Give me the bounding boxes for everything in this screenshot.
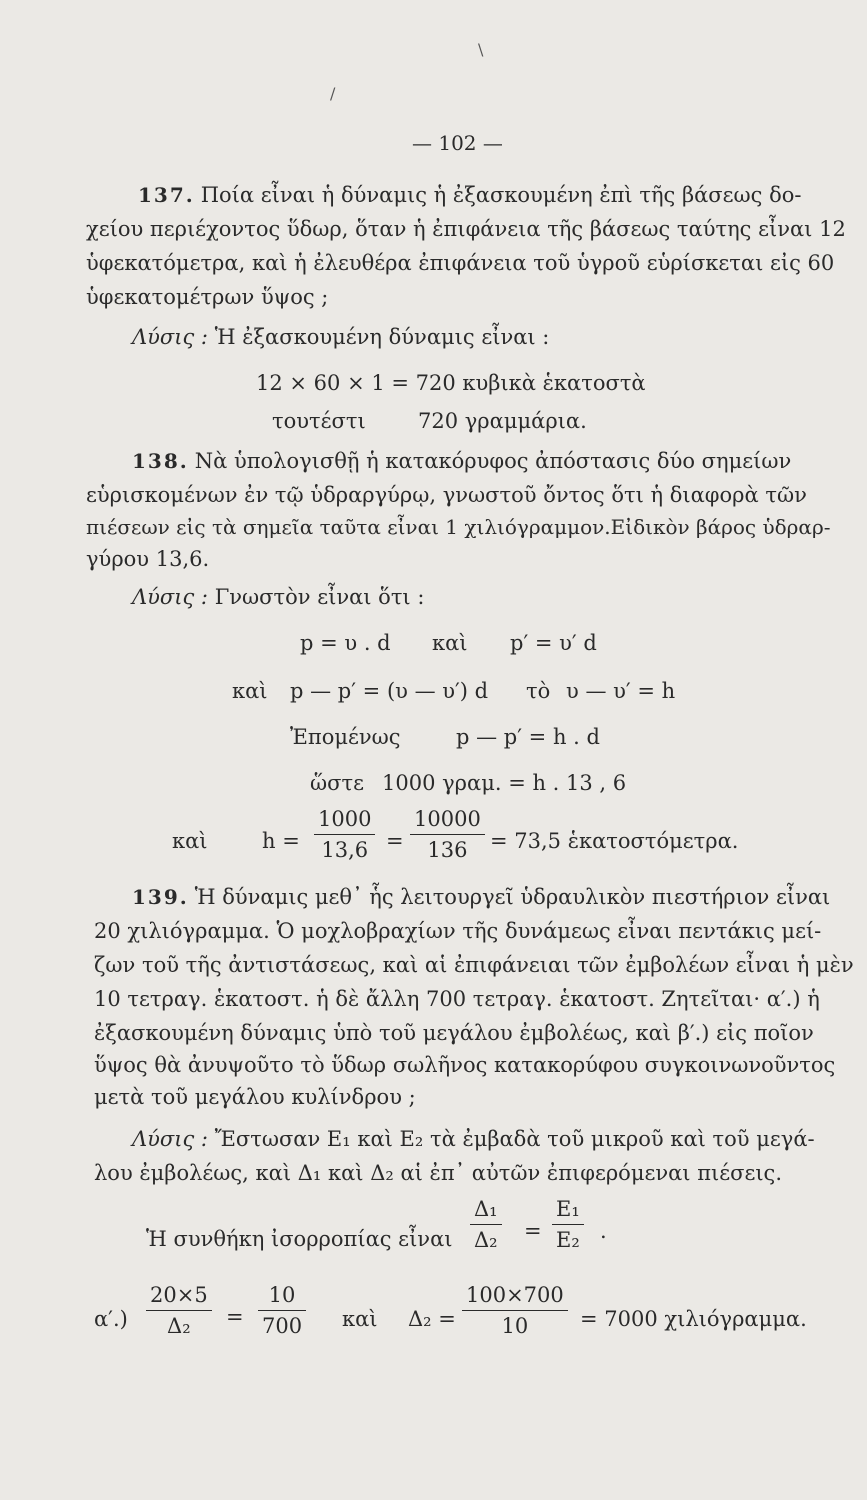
equation: h = — [262, 829, 300, 853]
equation: 12 ⨯ 60 ⨯ 1 = 720 κυβικὰ ἑκατοστὰ — [256, 371, 646, 395]
problem-137-line-2: χείου περιέχοντος ὕδωρ, ὅταν ἡ ἐπιφάνεια τῆς βάσεως ταύτης εἶναι 12 — [86, 217, 846, 241]
equation-word: καὶ — [432, 631, 468, 655]
fraction — [258, 1282, 306, 1339]
solution-text: Ἡ ἐξασκουμένη δύναμις εἶναι : — [214, 325, 550, 349]
equation-word: καὶ — [232, 679, 268, 703]
problem-139-line-2: 20 χιλιόγραμμα. Ὁ μοχλοβραχίων τῆς δυνάμεως εἶναι πεντάκις μεί- — [94, 919, 822, 943]
solution-text: Ἔστωσαν E₁ καὶ E₂ τὰ ἐμβαδὰ τοῦ μικροῦ καὶ τοῦ μεγά- — [214, 1127, 815, 1151]
page-number: — 102 — — [412, 131, 503, 155]
problem-139-line-5: ἐξασκουμένη δύναμις ὑπὸ τοῦ μεγάλου ἐμβολέως, καὶ β′.) εἰς ποῖον — [94, 1021, 814, 1045]
problem-139-line-7: μετὰ τοῦ μεγάλου κυλίνδρου ; — [94, 1085, 416, 1109]
part-label: α′.) — [94, 1307, 128, 1331]
problem-number: 139. — [132, 885, 189, 909]
equation: p′ = υ′ d — [510, 631, 597, 655]
equation-word: καὶ — [172, 829, 208, 853]
fraction-denominator: Δ₂ — [474, 1228, 498, 1252]
equation: = — [386, 829, 404, 853]
solution-137 — [132, 320, 549, 354]
problem-137-line-1: 137. Ποία εἶναι ἡ δύναμις ἡ ἐξασκουμένη ἐπὶ τῆς βάσεως δο- — [138, 183, 802, 207]
problem-139-line-6: ὕψος θὰ ἀνυψοῦτο τὸ ὕδωρ σωλῆνος κατακορύφου συγκοινωνοῦντος — [94, 1053, 836, 1077]
solution-139-line-2: λου ἐμβολέως, καὶ Δ₁ καὶ Δ₂ αἱ ἐπ᾽ αὐτῶν ἐπιφερόμεναι πιέσεις. — [94, 1161, 782, 1185]
scan-mark: \ — [478, 40, 484, 59]
solution-138 — [132, 580, 424, 614]
equation-label: Ἡ συνθήκη ἰσορροπίας εἶναι — [146, 1227, 453, 1251]
fraction — [552, 1196, 584, 1253]
fraction-numerator: E₁ — [556, 1197, 580, 1221]
equation: p — p′ = (υ — υ′) d — [290, 679, 489, 703]
equation: 1000 γραμ. = h . 13 , 6 — [382, 771, 627, 795]
fraction-denominator: 700 — [262, 1314, 303, 1338]
problem-number: 137. — [138, 183, 195, 207]
equation: = 73,5 ἑκατοστόμετρα. — [490, 829, 739, 853]
fraction-numerator: 10000 — [414, 807, 481, 831]
solution-text: Γνωστὸν εἶναι ὅτι : — [214, 585, 425, 609]
problem-139-line-4: 10 τετραγ. ἑκατοστ. ἡ δὲ ἄλλη 700 τετραγ. ἑκατοστ. Ζητεῖται· α′.) ἡ — [94, 987, 820, 1011]
fraction-denominator: Δ₂ — [167, 1314, 191, 1338]
fraction-denominator: E₂ — [556, 1228, 580, 1252]
equation-label: Ἐπομένως — [290, 725, 401, 749]
equation-word: καὶ — [342, 1307, 378, 1331]
equation: = — [226, 1305, 244, 1329]
fraction — [314, 806, 375, 863]
equation: = — [524, 1219, 542, 1243]
equation: p = υ . d — [300, 631, 391, 655]
equation: 720 γραμμάρια. — [418, 409, 587, 433]
problem-139-line-1: 139. Ἡ δύναμις μεθ᾽ ἧς λειτουργεῖ ὑδραυλικὸν πιεστήριον εἶναι — [132, 885, 831, 909]
equation: = 7000 χιλιόγραμμα. — [580, 1307, 807, 1331]
fraction-denominator: 10 — [501, 1314, 529, 1338]
equation-word: τὸ — [526, 679, 551, 703]
fraction-numerator: Δ₁ — [474, 1197, 498, 1221]
fraction-numerator: 10 — [268, 1283, 296, 1307]
fraction — [462, 1282, 568, 1339]
fraction-denominator: 13,6 — [321, 838, 369, 862]
solution-label: Λύσις : — [132, 1127, 209, 1151]
problem-137-line-3: ὑφεκατόμετρα, καὶ ἡ ἐλευθέρα ἐπιφάνεια τοῦ ὑγροῦ εὑρίσκεται εἰς 60 — [86, 251, 835, 275]
fraction — [146, 1282, 212, 1339]
equation: . — [600, 1219, 607, 1243]
solution-label: Λύσις : — [132, 325, 209, 349]
fraction-numerator: 20⨯5 — [150, 1283, 208, 1307]
solution-139 — [132, 1122, 815, 1156]
problem-number: 138. — [132, 449, 189, 473]
fraction-numerator: 100⨯700 — [466, 1283, 564, 1307]
problem-139-line-3: ζων τοῦ τῆς ἀντιστάσεως, καὶ αἱ ἐπιφάνειαι τῶν ἐμβολέων εἶναι ἡ μὲν — [94, 953, 854, 977]
solution-label: Λύσις : — [132, 585, 209, 609]
fraction — [470, 1196, 502, 1253]
equation-label: ὥστε — [310, 771, 364, 795]
problem-138-line-1: 138. Νὰ ὑπολογισθῇ ἡ κατακόρυφος ἀπόστασις δύο σημείων — [132, 449, 792, 473]
problem-138-line-2: εὑρισκομένων ἐν τῷ ὑδραργύρῳ, γνωστοῦ ὄντος ὅτι ἡ διαφορὰ τῶν — [86, 483, 807, 507]
problem-137-line-4: ὑφεκατομέτρων ὕψος ; — [86, 285, 329, 309]
equation-label: τουτέστι — [272, 409, 366, 433]
fraction-numerator: 1000 — [318, 807, 372, 831]
problem-138-line-4: γύρου 13,6. — [86, 547, 210, 571]
scan-mark: / — [330, 84, 336, 103]
equation: Δ₂ = — [408, 1307, 456, 1331]
equation: υ — υ′ = h — [566, 679, 676, 703]
problem-138-line-3: πιέσεων εἰς τὰ σημεῖα ταῦτα εἶναι 1 χιλιόγραμμον.Εἰδικὸν βάρος ὑδραρ- — [86, 515, 831, 539]
equation: p — p′ = h . d — [456, 725, 600, 749]
fraction-denominator: 136 — [427, 838, 468, 862]
fraction — [410, 806, 485, 863]
